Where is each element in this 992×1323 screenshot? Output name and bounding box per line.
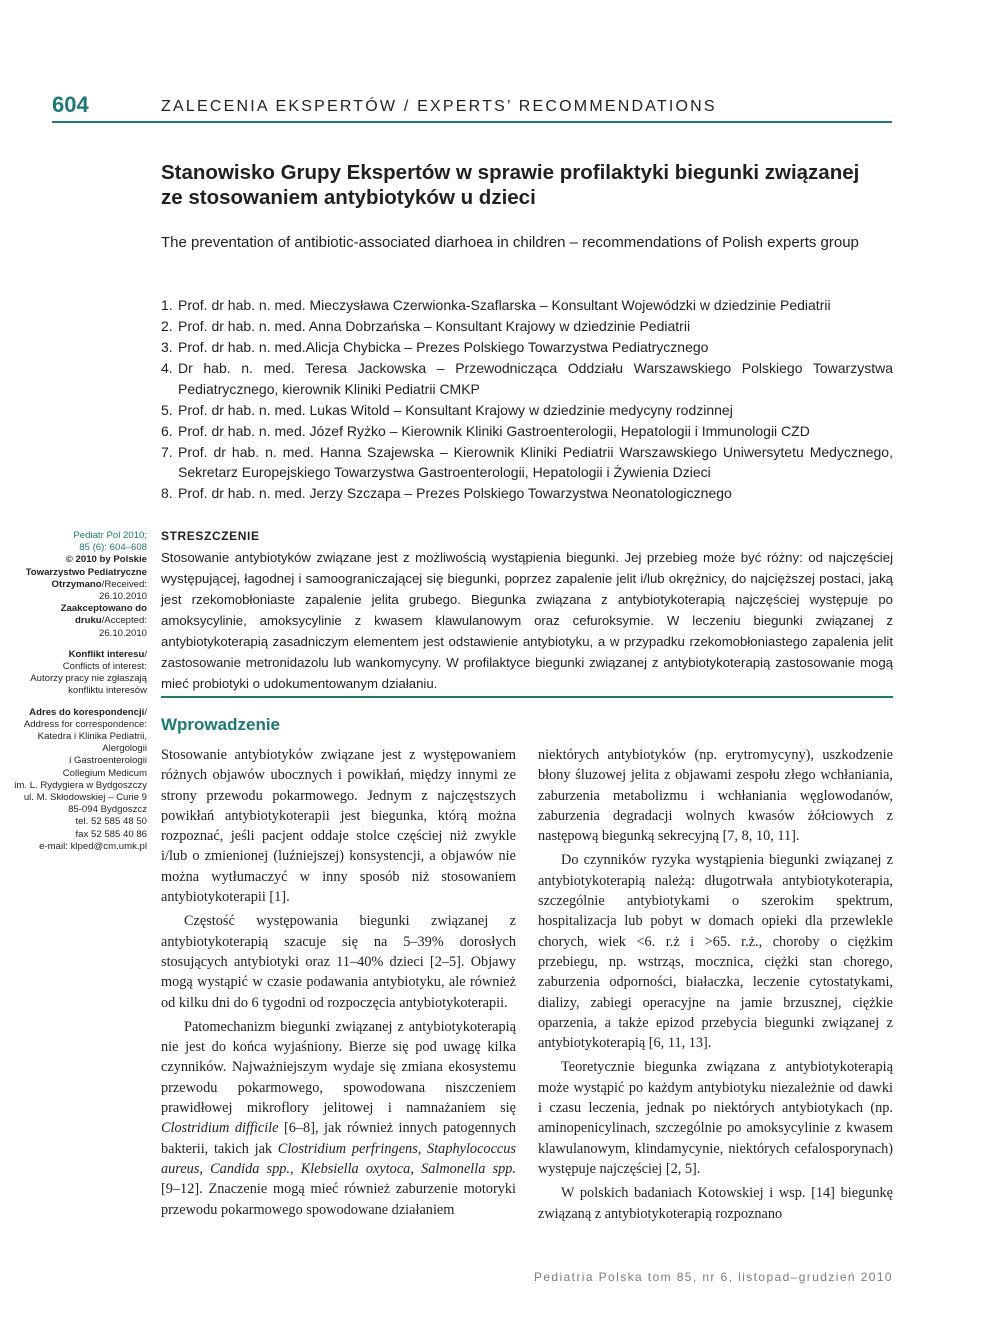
body-paragraph: Stosowanie antybiotyków związane jest z występowaniem różnych objawów ubocznych i powikłań, między innymi ze strony przewodu pokarmowego. Jednym z najczęstszych powikłań antybiotykoterapii jest biegunka, którą można rozpoznać, jeśli pacjent oddaje stolce częściej niż zwykle i/lub o zmienionej (luźniejszej) konsystencji, a objawów nie można wytłumaczyć w inny sposób niż stosowaniem antybiotykoterapii [1].: [161, 747, 516, 906]
author-item: [161, 337, 893, 358]
author-text: Prof. dr hab. n. med. Mieczysława Czerwionka-Szaflarska – Konsultant Wojewódzki w dziedzinie Pediatrii: [178, 297, 831, 313]
address-block: Adres do korespondencji/ Address for correspondence: Katedra i Klinika Pediatrii, Alergologii i Gastroenterologii Collegium Medicum im. L. Rydygiera w Bydgoszczy ul. M. Skłodowskiej – Curie 9 85-094 Bydgoszcz tel. 52 585 48 50 fax 52 585 40 86 e-mail: klped@cm.umk.pl: [10, 707, 147, 853]
author-item: [161, 421, 893, 442]
copyright-line: © 2010 by Polskie: [65, 554, 147, 566]
body-paragraph: W polskich badaniach Kotowskiej i wsp. [14] biegunkę związaną z antybiotykoterapią rozpoznano: [538, 1185, 893, 1222]
body-text: Patomechanizm biegunki związanej z antybiotykoterapią nie jest do końca wyjaśniony. Bierze się pod uwagę kilka czynników. Najważniejszym wydaje się zmiana ekosystemu przewodu pokarmowego, spowodowana niszczeniem prawidłowej mikroflory jelitowej i namnażaniem się: [161, 1018, 516, 1117]
abstract-rule: [161, 696, 893, 698]
address-label-en: Address for correspondence:: [23, 718, 147, 730]
accepted-date: 26.10.2010: [98, 627, 147, 639]
author-item: [161, 316, 893, 337]
received-label: Otrzymano: [51, 578, 102, 590]
copyright-line: Towarzystwo Pediatryczne: [25, 566, 147, 578]
citation-line: Pediatr Pol 2010;: [73, 530, 147, 541]
received-date: 26.10.2010: [98, 591, 147, 603]
species-name: Clostridium difficile: [161, 1120, 279, 1137]
address-line: ul. M. Skłodowskiej – Curie 9: [23, 792, 147, 804]
author-item: [161, 358, 893, 399]
article-subtitle: The preventation of antibiotic-associated diarhoea in children – recommendations of Polish experts group: [161, 234, 859, 251]
accepted-label: druku: [75, 615, 102, 627]
author-text: Prof. dr hab. n. med. Józef Ryżko – Kierownik Kliniki Gastroenterologii, Hepatologii i Immunologii CZD: [178, 422, 810, 439]
author-item: [161, 483, 893, 504]
conflict-label-en: Conflicts of interest:: [62, 661, 147, 673]
author-number: 8.: [161, 485, 173, 501]
conflict-text: Autorzy pracy nie zgłaszają: [30, 673, 147, 685]
body-paragraph: niektórych antybiotyków (np. erytromycyny), uszkodzenie błony śluzowej jelita z objawami zespołu złego wchłaniania, zaburzenia metabolizmu i wchłaniania węglowodanów, zaburzenia degradacji wolnych kwasów żółciowych z następową biegunką sekrecyjną [7, 8, 10, 11].: [538, 747, 893, 845]
abstract-heading: STRESZCZENIE: [161, 529, 260, 543]
author-number: 6.: [161, 422, 173, 439]
citation-block: [10, 530, 147, 640]
author-number: 2.: [161, 318, 173, 334]
address-line: Katedra i Klinika Pediatrii,: [37, 731, 147, 743]
body-paragraph: [161, 1017, 516, 1220]
author-list: [161, 295, 893, 504]
author-number: 1.: [161, 297, 173, 313]
body-column-right: [538, 745, 893, 1224]
body-paragraph: Do czynników ryzyka wystąpienia biegunki związanej z antybiotykoterapią należą: długotrwała antybiotykoterapia, szczególnie antybiotykami o szerokim spektrum, hospitalizacja lub pobyt w domach opieki dla przewlekle chorych, wiek <6. r.ż i >65. r.ż., choroby o ciężkim przebiegu, np. wstrząs, mocznica, ciężki stan chorego, zaburzenia odporności, białaczka, leczenie cytostatykami, dializy, zabiegi operacyjne na jamie brzusznej, ciężkie oparzenia, a także epizod przebycia biegunki związanej z antybiotykoterapią [6, 11, 13].: [538, 852, 893, 1052]
body-text: [9–12]. Znaczenie mogą mieć również zaburzenie motoryki przewodu pokarmowego spowodowane działaniem: [161, 1181, 516, 1218]
author-text: Prof. dr hab. n. med. Anna Dobrzańska – Konsultant Krajowy w dziedzinie Pediatrii: [178, 318, 691, 334]
body-text: [6–8], jak również innych patogennych bakterii, takich jak: [161, 1120, 516, 1157]
body-paragraph: Teoretycznie biegunka związana z antybiotykoterapią może wystąpić po każdym antybiotyku niezależnie od dawki i czasu leczenia, jednak po niektórych antybiotykach (np. aminopenicylinach, szczególnie po amoksycylinie z kwasem klawulanowym, klindamycynie, niektórych cefalosporynach) występuje najczęściej [2, 5].: [538, 1059, 893, 1177]
conflict-block: Konflikt interesu/ Conflicts of interest: Autorzy pracy nie zgłaszają konfliktu interesów: [10, 649, 147, 698]
section-heading-introduction: Wprowadzenie: [161, 715, 281, 734]
journal-footer: Pediatria Polska tom 85, nr 6, listopad–grudzień 2010: [533, 1270, 893, 1284]
address-line: 85-094 Bydgoszcz: [68, 804, 147, 816]
address-phone: tel. 52 585 48 50: [75, 816, 147, 828]
author-number: 3.: [161, 339, 173, 355]
author-item: [161, 295, 893, 316]
address-label: Adres do korespondencji: [29, 706, 145, 718]
accepted-label-en: /Accepted:: [101, 615, 147, 627]
page-number: 604: [52, 92, 89, 117]
address-line: Alergologii: [102, 743, 147, 755]
conflict-label: Konflikt interesu: [68, 648, 145, 660]
author-text: Prof. dr hab. n. med. Hanna Szajewska – Kierownik Kliniki Pediatrii Warszawskiego Uniwersytetu Medycznego, Sekretarz Europejskiego Towarzystwa Gastroenterologii, Hepatologii i Żywienia Dzieci: [178, 443, 893, 480]
citation-line: 85 (6): 604–608: [79, 542, 147, 554]
author-text: Prof. dr hab. n. med. Lukas Witold – Konsultant Krajowy w dziedzinie medycyny rodzinnej: [178, 401, 733, 418]
article-title: Stanowisko Grupy Ekspertów w sprawie profilaktyki biegunki związanej ze stosowaniem antybiotyków u dzieci: [161, 161, 860, 209]
author-number: 7.: [161, 443, 173, 460]
author-text: Dr hab. n. med. Teresa Jackowska – Przewodnicząca Oddziału Warszawskiego Polskiego Towarzystwa Pediatrycznego, kierownik Kliniki Pediatrii CMKP: [178, 360, 893, 397]
body-column-left: [161, 745, 516, 1220]
address-line: Collegium Medicum: [62, 767, 147, 779]
author-number: 5.: [161, 401, 173, 418]
author-number: 4.: [161, 360, 173, 376]
author-item: [161, 400, 893, 421]
accepted-label: Zaakceptowano do: [60, 603, 147, 615]
abstract-text: Stosowanie antybiotyków związane jest z możliwością wystąpienia biegunki. Jej przebieg może być różny: od najczęściej występującej, łagodnej i samoograniczającej się biegunki, poprzez zapalenie jelit i/lub okrężnicy, do najcięższej postaci, jaką jest rzekomobłoniaste zapalenie jelita grubego. Biegunka związana z antybiotykoterapią najczęściej występuje po amoksycylinie, amoksycylinie z kwasem klawulanowym oraz cefuroksymie. W leczeniu biegunki związanej z antybiotykoterapią zasadniczym elementem jest odstawienie antybiotyku, a w przypadku rzekomobłoniastego zapalenia jelit zastosowanie metronidazolu lub wankomycyny. W profilaktyce biegunki związanej z antybiotykoterapią zastosowanie mogą mieć probiotyki o udokumentowanym działaniu.: [161, 550, 893, 691]
author-item: [161, 442, 893, 483]
body-paragraph: Częstość występowania biegunki związanej z antybiotykoterapią szacuje się na 5–39% dorosłych stosujących antybiotyki oraz 11–40% dzieci [2–5]. Objawy mogą wystąpić w czasie podawania antybiotyku, ale również od kilku dni do 6 tygodni od rozpoczęcia antybiotykoterapii.: [161, 913, 516, 1011]
address-line: i Gastroenterologii: [69, 755, 147, 767]
header-rule: [52, 121, 892, 123]
author-text: Prof. dr hab. n. med.Alicja Chybicka – Prezes Polskiego Towarzystwa Pediatrycznego: [178, 339, 709, 355]
species-list: Clostridium perfringens, Staphylococcus aureus, Candida spp., Klebsiella oxytoca, Salmonella spp.: [161, 1140, 516, 1177]
running-head: ZALECENIA EKSPERTÓW / EXPERTS’ RECOMMENDATIONS: [161, 98, 717, 115]
address-fax: fax 52 585 40 86: [75, 828, 147, 840]
conflict-text: konfliktu interesów: [68, 685, 147, 697]
article-metadata-sidebar: [10, 530, 147, 862]
address-line: im. L. Rydygiera w Bydgoszczy: [14, 779, 147, 791]
address-email: e-mail: klped@cm.umk.pl: [39, 840, 147, 852]
received-label-en: /Received:: [101, 578, 147, 590]
author-text: Prof. dr hab. n. med. Jerzy Szczapa – Prezes Polskiego Towarzystwa Neonatologicznego: [178, 485, 732, 501]
